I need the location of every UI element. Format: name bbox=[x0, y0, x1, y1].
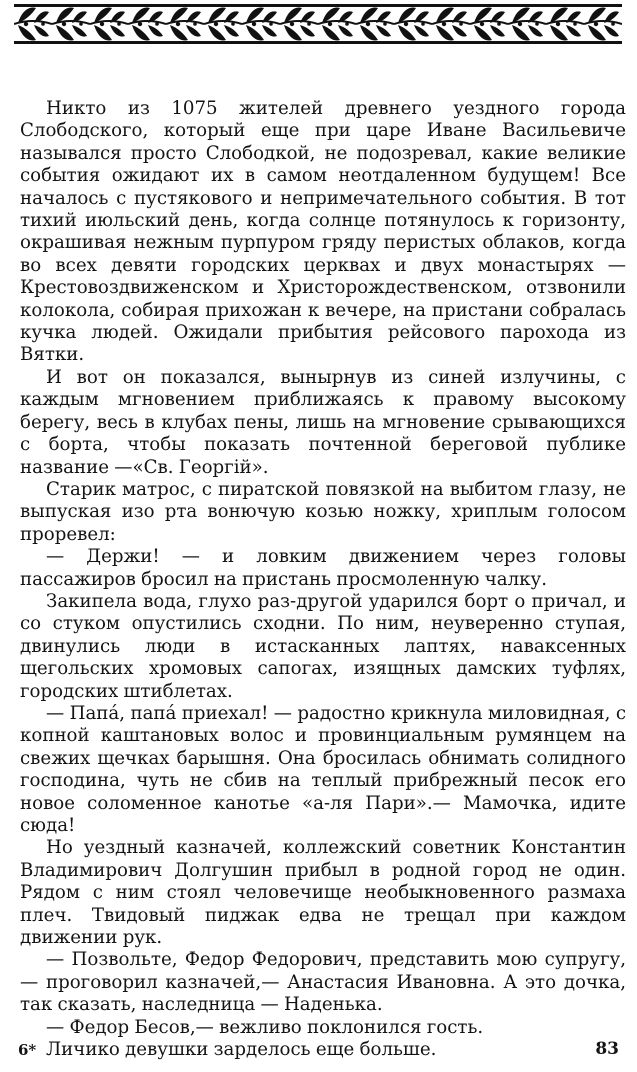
page-number: 83 bbox=[595, 1039, 619, 1059]
paragraph-1: Никто из 1075 жителей древнего уездного города Слободского, который еще при царе Иване Васильевиче назывался просто Слободкой, не подозревал, какие великие события ожидают их в самом неотдаленном будущем! Все началось с пустякового и непримечательного события. В тот тихий июльский день, когда солнце потянулось к горизонту, окрашивая нежным пурпуром гряду перистых облаков, когда во всех девяти городских церквах и двух монастырях — Крестовоздвиженском и Христорождественском, отзвонили колокола, собирая прихожан к вечере, на пристани собралась кучка людей. Ожидали прибытия рейсового парохода из Вятки. bbox=[20, 98, 626, 366]
paragraph-9: — Федор Бесов,— вежливо поклонился гость. bbox=[46, 1016, 484, 1038]
paragraph-2: И вот он показался, вынырнув из синей излучины, с каждым мгновением приближаясь к правому высокому берегу, весь в клубах пены, лишь на мгновение срывающихся с борта, чтобы показать почтенной береговой публике название —«Св. Георгій». bbox=[20, 366, 626, 478]
body-text bbox=[20, 98, 626, 1061]
paragraph-6: — Папá, папá приехал! — радостно крикнула миловидная, с копной каштановых волос и провинциальным румянцем на свежих щечках барышня. Она бросилась обнимать солидного господина, чуть не сбив на теплый прибрежный песок его новое соломенное канотье «а-ля Пари».— Мамочка, идите сюда! bbox=[20, 702, 626, 836]
paragraph-5: Закипела вода, глухо раз-другой ударился борт о причал, и со стуком опустились сходни. По ним, неуверенно ступая, двинулись люди в истасканных лаптях, наваксенных щегольских хромовых сапогах, изящных дамских туфлях, городских штиблетах. bbox=[20, 590, 626, 702]
paragraph-4: — Держи! — и ловким движением через головы пассажиров бросил на пристань просмоленную чалку. bbox=[20, 546, 626, 590]
paragraph-8: — Позвольте, Федор Федорович, представить мою супругу,— проговорил казначей,— Анастасия Ивановна. А это дочка, так сказать, наследница — Наденька. bbox=[20, 949, 626, 1016]
paragraph-7: Но уездный казначей, коллежский советник Константин Владимирович Долгушин прибыл в родной город не один. Рядом с ним стоял человечище необыкновенного размаха плеч. Твидовый пиджак едва не трещал при каждом движении рук. bbox=[20, 837, 626, 949]
signature-mark: 6* bbox=[18, 1041, 37, 1059]
paragraph-3: Старик матрос, с пиратской повязкой на выбитом глазу, не выпуская изо рта вонючую козью ножку, хриплым голосом проревел: bbox=[20, 478, 626, 545]
paragraph-10: Личико девушки зарделось еще больше. bbox=[46, 1039, 437, 1061]
laurel-ornament-header bbox=[14, 2, 622, 46]
